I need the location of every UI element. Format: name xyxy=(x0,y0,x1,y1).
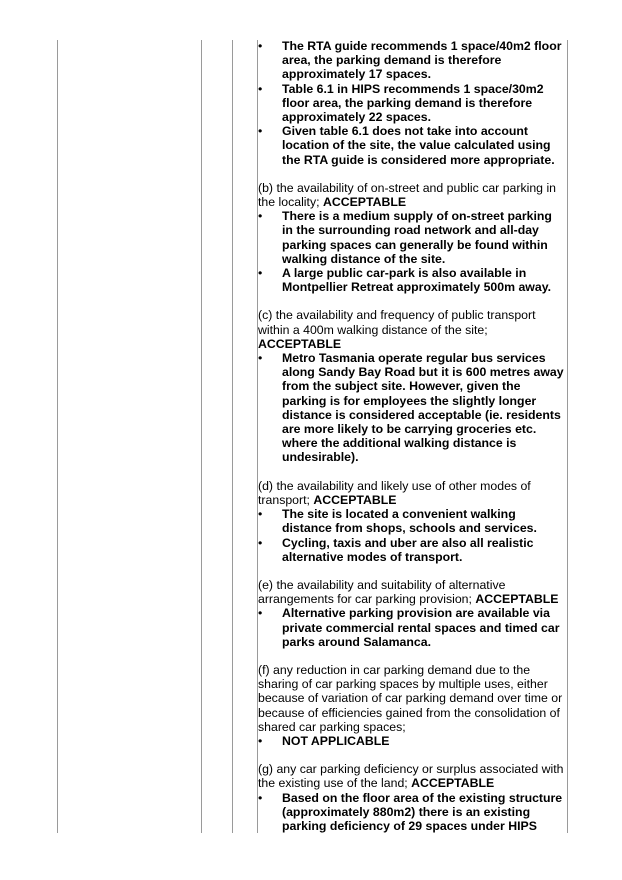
list-item: • There is a medium supply of on-street parking in the surrounding road network and all-day parking spaces can generally be found within walking distance of the site. xyxy=(258,209,566,266)
continuation-list xyxy=(258,39,566,167)
list-item: • The RTA guide recommends 1 space/40m2 floor area, the parking demand is therefore approximately 17 spaces. xyxy=(258,39,566,82)
criterion-e xyxy=(258,578,566,649)
assessment-label: ACCEPTABLE xyxy=(322,195,407,210)
criterion-bullets xyxy=(258,791,566,834)
criterion-bullets xyxy=(258,507,566,564)
criterion-bullets xyxy=(258,734,566,748)
criterion-c xyxy=(258,308,566,464)
list-item: • Based on the floor area of the existing structure (approximately 880m2) there is an existing parking deficiency of 29 spaces under HIPS xyxy=(258,791,566,834)
criterion-text: (g) any car parking deficiency or surplus associated with the existing use of the land; ACCEPTABLE xyxy=(258,762,564,791)
table-border-col3 xyxy=(232,40,233,833)
criterion-text: (c) the availability and frequency of public transport within a 400m walking distance of the site; ACCEPTABLE xyxy=(258,308,536,351)
criterion-text: (b) the availability of on-street and public car parking in the locality; ACCEPTABLE xyxy=(258,180,557,210)
criterion-f xyxy=(258,663,566,748)
list-item: • The site is located a convenient walking distance from shops, schools and services. xyxy=(258,507,566,535)
criterion-bullets xyxy=(258,209,566,294)
list-item: • Given table 6.1 does not take into account location of the site, the value calculated using the RTA guide is considered more appropriate. xyxy=(258,124,566,167)
list-item: • Metro Tasmania operate regular bus services along Sandy Bay Road but it is 600 metres away from the subject site. However, given the parking is for employees the slightly longer distance is considered acceptable (ie. residents are more likely to be carrying groceries etc. where the additional walking distance is undesirable). xyxy=(258,351,566,465)
criterion-text: (e) the availability and suitability of alternative arrangements for car parking provision; ACCEPTABLE xyxy=(258,577,559,607)
assessment-label: ACCEPTABLE xyxy=(258,336,342,351)
table-border-left xyxy=(57,40,58,833)
list-item: • NOT APPLICABLE xyxy=(258,734,566,748)
criterion-b xyxy=(258,181,566,295)
criterion-bullets xyxy=(258,351,566,465)
assessment-content xyxy=(258,39,566,833)
table-border-col2 xyxy=(201,40,202,833)
assessment-label: ACCEPTABLE xyxy=(475,592,559,607)
list-item: • A large public car-park is also available in Montpellier Retreat approximately 500m away. xyxy=(258,266,566,294)
criterion-text: (f) any reduction in car parking demand due to the sharing of car parking spaces by multiple uses, either because of variation of car parking demand over time or because of efficiencies gained from the consolidation of shared car parking spaces; xyxy=(258,662,563,734)
assessment-label: ACCEPTABLE xyxy=(411,776,495,791)
criterion-d xyxy=(258,479,566,564)
criterion-bullets xyxy=(258,606,566,649)
assessment-label: ACCEPTABLE xyxy=(313,492,397,507)
criterion-g xyxy=(258,762,566,833)
list-item: • Table 6.1 in HIPS recommends 1 space/30m2 floor area, the parking demand is therefore approximately 22 spaces. xyxy=(258,82,566,125)
list-item: • Alternative parking provision are available via private commercial rental spaces and timed car parks around Salamanca. xyxy=(258,606,566,649)
criterion-text: (d) the availability and likely use of other modes of transport; ACCEPTABLE xyxy=(258,478,531,507)
table-border-right xyxy=(567,40,568,833)
list-item: • Cycling, taxis and uber are also all realistic alternative modes of transport. xyxy=(258,536,566,564)
